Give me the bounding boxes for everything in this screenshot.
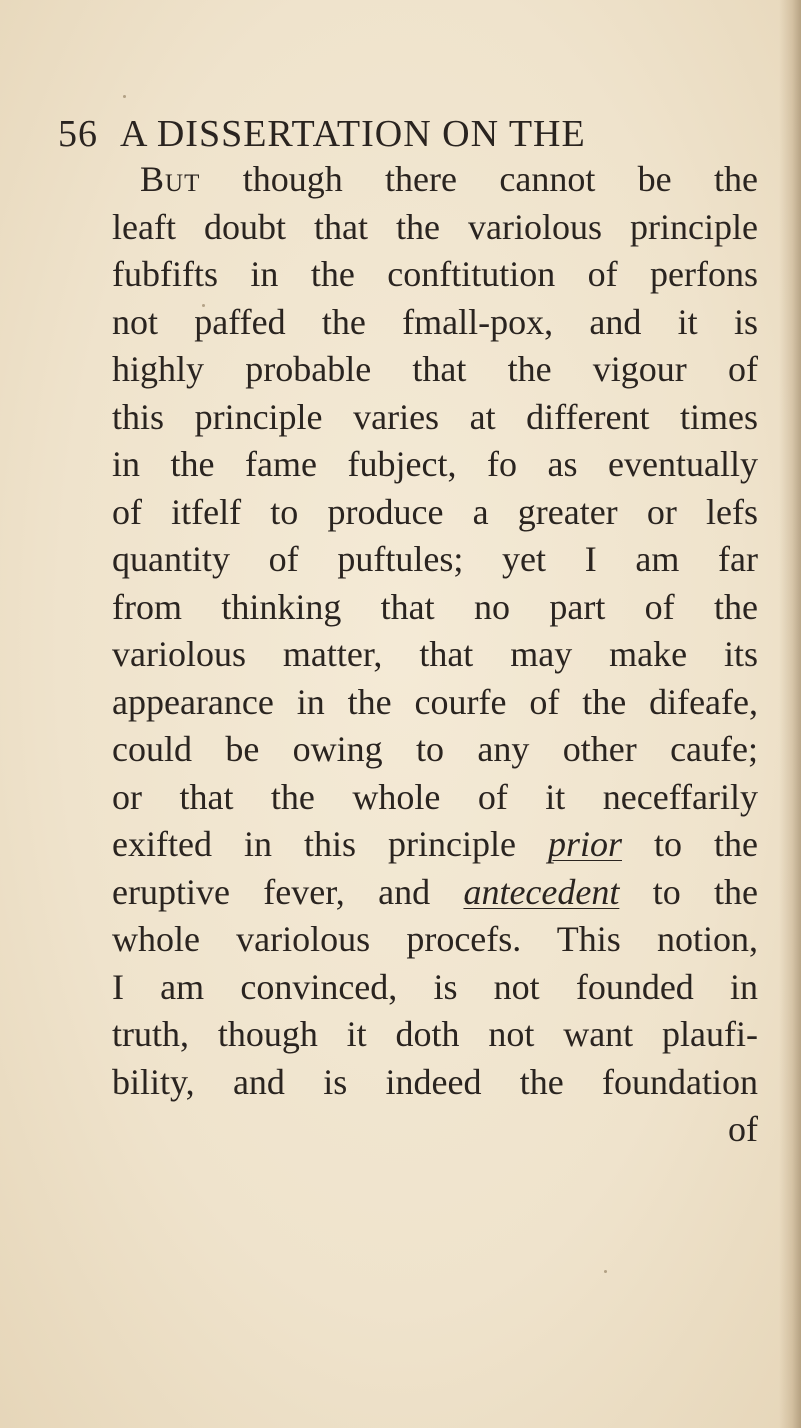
running-head: A DISSERTATION ON THE <box>120 113 586 155</box>
text-line: not paffed the fmall-pox, and it is <box>112 301 758 342</box>
text-line: truth, though it doth not want plaufi- <box>112 1014 758 1054</box>
line-text: though there cannot be the <box>200 159 758 199</box>
text-line: whole variolous procefs. This notion, <box>112 919 758 959</box>
page-header <box>58 112 758 160</box>
page-edge-shadow <box>779 0 801 1428</box>
text-line <box>112 156 758 204</box>
italic-word: antecedent <box>463 871 620 912</box>
text-line: appearance in the courfe of the difeafe, <box>112 681 758 722</box>
line-text: to the <box>619 871 759 912</box>
text-line: of itfelf to produce a greater or lefs <box>112 491 758 532</box>
text-line <box>112 821 758 869</box>
text-line: quantity of puftules; yet I am far <box>112 539 758 579</box>
paper-speck <box>604 1270 607 1273</box>
text-line: variolous matter, that may make its <box>112 634 758 674</box>
text-line: could be owing to any other caufe; <box>112 729 758 769</box>
text-line: this principle varies at different times <box>112 396 758 437</box>
line-text: eruptive fever, and <box>112 871 464 912</box>
catchword: of <box>728 1109 758 1149</box>
lead-small-caps: But <box>140 159 201 199</box>
text-line: fubfifts in the conftitution of perfons <box>112 254 758 294</box>
body-paragraph <box>112 156 758 1154</box>
text-line: bility, and is indeed the foundation <box>112 1061 758 1102</box>
line-text: to the <box>622 824 759 864</box>
text-line: or that the whole of it neceffarily <box>112 776 758 817</box>
line-text: exifted in this principle <box>112 824 548 864</box>
text-line: I am convinced, is not founded in <box>112 966 758 1007</box>
text-line: in the fame fubject, fo as eventually <box>112 444 758 484</box>
page-number: 56 <box>58 113 98 155</box>
text-line: leaft doubt that the variolous principle <box>112 206 758 247</box>
text-line: from thinking that no part of the <box>112 586 758 627</box>
text-line: highly probable that the vigour of <box>112 349 758 389</box>
paper-speck <box>123 95 126 98</box>
italic-word: prior <box>547 824 622 864</box>
text-line <box>112 869 758 917</box>
